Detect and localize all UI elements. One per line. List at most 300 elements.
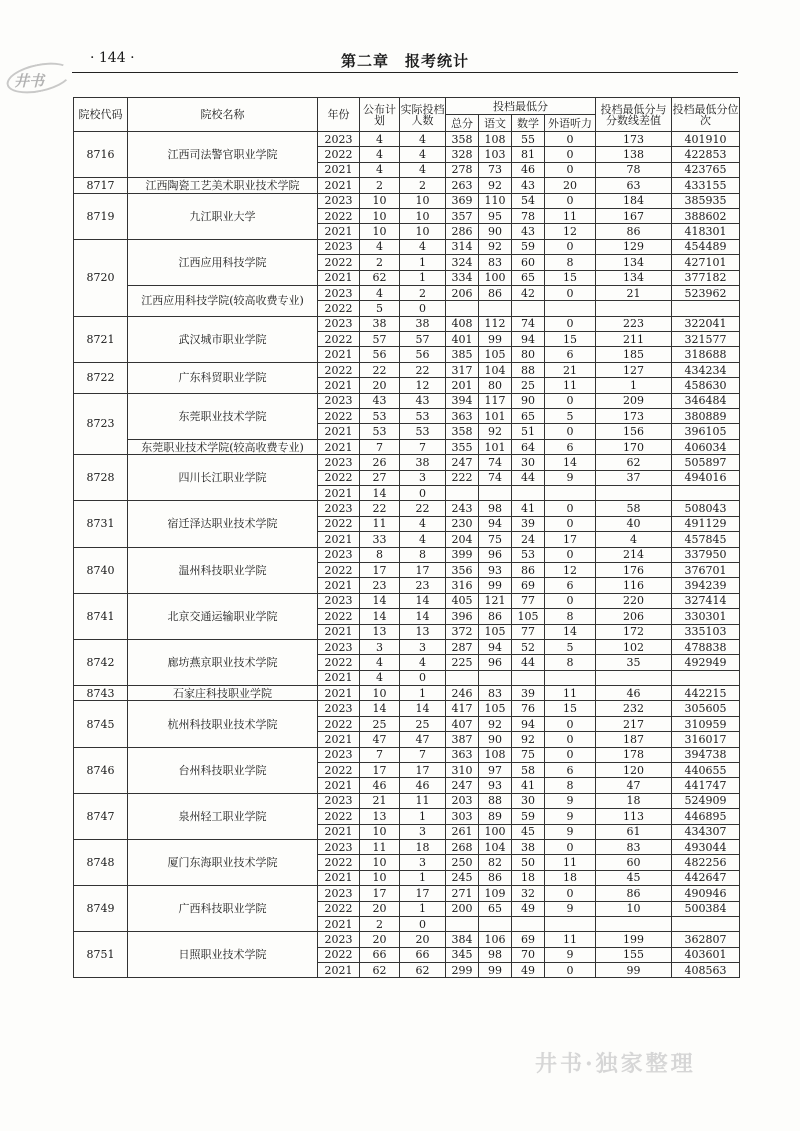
cell-foreign-score: 8	[545, 255, 596, 270]
cell-math-score: 55	[512, 132, 545, 147]
school-name: 江西司法警官职业学院	[128, 132, 318, 178]
cell-actual: 1	[400, 809, 446, 824]
cell-score-diff: 46	[596, 686, 672, 701]
cell-total-score: 278	[446, 162, 479, 177]
cell-year: 2021	[318, 439, 360, 454]
cell-foreign-score: 5	[545, 639, 596, 654]
cell-foreign-score	[545, 670, 596, 685]
cell-score-diff: 134	[596, 255, 672, 270]
cell-score-diff: 37	[596, 470, 672, 485]
cell-total-score: 396	[446, 609, 479, 624]
cell-plan: 62	[360, 963, 400, 978]
header-min-score: 投档最低分	[446, 98, 596, 115]
cell-score-diff: 185	[596, 347, 672, 362]
cell-actual: 23	[400, 578, 446, 593]
cell-year: 2021	[318, 270, 360, 285]
cell-chinese-score	[479, 485, 512, 500]
cell-math-score: 24	[512, 532, 545, 547]
cell-score-diff: 211	[596, 332, 672, 347]
school-name: 日照职业技术学院	[128, 932, 318, 978]
cell-foreign-score: 9	[545, 809, 596, 824]
cell-score-diff: 60	[596, 855, 672, 870]
cell-math-score: 32	[512, 886, 545, 901]
cell-plan: 10	[360, 855, 400, 870]
table-row	[74, 886, 740, 901]
cell-score-diff: 129	[596, 239, 672, 254]
school-code: 8749	[74, 886, 128, 932]
school-code: 8742	[74, 639, 128, 685]
cell-rank	[672, 916, 740, 931]
cell-total-score: 408	[446, 316, 479, 331]
cell-total-score: 263	[446, 178, 479, 193]
cell-math-score: 41	[512, 778, 545, 793]
cell-math-score	[512, 301, 545, 316]
cell-total-score: 363	[446, 747, 479, 762]
cell-actual: 1	[400, 255, 446, 270]
cell-year: 2022	[318, 470, 360, 485]
cell-score-diff: 58	[596, 501, 672, 516]
table-row	[74, 639, 740, 654]
table-row	[74, 439, 740, 454]
cell-chinese-score: 104	[479, 362, 512, 377]
cell-chinese-score: 99	[479, 332, 512, 347]
cell-total-score: 358	[446, 424, 479, 439]
cell-total-score: 271	[446, 886, 479, 901]
cell-year: 2021	[318, 347, 360, 362]
cell-math-score: 86	[512, 562, 545, 577]
cell-actual: 1	[400, 686, 446, 701]
cell-total-score	[446, 916, 479, 931]
cell-year: 2023	[318, 839, 360, 854]
cell-score-diff: 184	[596, 193, 672, 208]
school-code: 8747	[74, 793, 128, 839]
table-row	[74, 932, 740, 947]
header-code: 院校代码	[74, 98, 128, 132]
cell-math-score: 81	[512, 147, 545, 162]
cell-plan: 4	[360, 162, 400, 177]
cell-score-diff: 78	[596, 162, 672, 177]
cell-year: 2021	[318, 916, 360, 931]
cell-math-score: 90	[512, 393, 545, 408]
cell-total-score: 201	[446, 378, 479, 393]
cell-actual: 4	[400, 132, 446, 147]
cell-chinese-score: 121	[479, 593, 512, 608]
cell-total-score: 204	[446, 532, 479, 547]
cell-total-score: 299	[446, 963, 479, 978]
cell-score-diff	[596, 916, 672, 931]
cell-score-diff: 223	[596, 316, 672, 331]
cell-score-diff: 63	[596, 178, 672, 193]
cell-rank: 434234	[672, 362, 740, 377]
brand-logo	[6, 60, 78, 94]
cell-actual: 0	[400, 485, 446, 500]
cell-rank: 418301	[672, 224, 740, 239]
cell-rank: 458630	[672, 378, 740, 393]
school-code: 8746	[74, 747, 128, 793]
cell-plan: 10	[360, 686, 400, 701]
cell-score-diff: 156	[596, 424, 672, 439]
cell-year: 2022	[318, 609, 360, 624]
cell-score-diff: 176	[596, 562, 672, 577]
cell-rank: 380889	[672, 409, 740, 424]
cell-foreign-score: 12	[545, 224, 596, 239]
cell-plan: 53	[360, 409, 400, 424]
cell-plan: 26	[360, 455, 400, 470]
cell-foreign-score: 21	[545, 362, 596, 377]
cell-actual: 4	[400, 655, 446, 670]
cell-actual: 25	[400, 716, 446, 731]
cell-foreign-score: 17	[545, 532, 596, 547]
cell-rank: 408563	[672, 963, 740, 978]
cell-chinese-score: 92	[479, 424, 512, 439]
table-row	[74, 501, 740, 516]
cell-rank: 434307	[672, 824, 740, 839]
header-name: 院校名称	[128, 98, 318, 132]
school-code: 8748	[74, 839, 128, 885]
cell-foreign-score	[545, 916, 596, 931]
cell-chinese-score: 101	[479, 439, 512, 454]
cell-score-diff: 172	[596, 624, 672, 639]
cell-plan: 22	[360, 501, 400, 516]
cell-total-score: 225	[446, 655, 479, 670]
cell-actual: 53	[400, 409, 446, 424]
cell-total-score: 372	[446, 624, 479, 639]
cell-plan: 10	[360, 824, 400, 839]
cell-year: 2021	[318, 162, 360, 177]
cell-year: 2022	[318, 147, 360, 162]
cell-chinese-score: 103	[479, 147, 512, 162]
school-name: 广东科贸职业学院	[128, 362, 318, 393]
cell-rank: 492949	[672, 655, 740, 670]
school-name: 宿迁泽达职业技术学院	[128, 501, 318, 547]
cell-year: 2021	[318, 624, 360, 639]
cell-math-score	[512, 916, 545, 931]
cell-actual: 0	[400, 916, 446, 931]
cell-rank: 377182	[672, 270, 740, 285]
cell-total-score: 247	[446, 778, 479, 793]
school-name: 台州科技职业学院	[128, 747, 318, 793]
cell-total-score: 363	[446, 409, 479, 424]
cell-rank: 433155	[672, 178, 740, 193]
cell-foreign-score: 0	[545, 147, 596, 162]
cell-math-score: 51	[512, 424, 545, 439]
cell-year: 2021	[318, 532, 360, 547]
cell-chinese-score: 105	[479, 347, 512, 362]
cell-actual: 3	[400, 639, 446, 654]
cell-score-diff: 167	[596, 208, 672, 223]
cell-plan: 5	[360, 301, 400, 316]
cell-rank: 490946	[672, 886, 740, 901]
table-row	[74, 547, 740, 562]
cell-rank: 491129	[672, 516, 740, 531]
school-code: 8745	[74, 701, 128, 747]
cell-plan: 17	[360, 886, 400, 901]
cell-plan: 10	[360, 208, 400, 223]
cell-year: 2022	[318, 255, 360, 270]
cell-rank: 376701	[672, 562, 740, 577]
cell-chinese-score: 75	[479, 532, 512, 547]
cell-math-score: 42	[512, 285, 545, 300]
cell-foreign-score: 0	[545, 239, 596, 254]
cell-score-diff: 199	[596, 932, 672, 947]
cell-plan: 8	[360, 547, 400, 562]
cell-actual: 11	[400, 793, 446, 808]
cell-actual: 38	[400, 316, 446, 331]
cell-total-score: 317	[446, 362, 479, 377]
cell-foreign-score: 0	[545, 547, 596, 562]
cell-actual: 0	[400, 301, 446, 316]
cell-year: 2022	[318, 362, 360, 377]
cell-year: 2022	[318, 809, 360, 824]
cell-year: 2022	[318, 562, 360, 577]
cell-actual: 18	[400, 839, 446, 854]
cell-foreign-score: 5	[545, 409, 596, 424]
cell-math-score: 88	[512, 362, 545, 377]
cell-score-diff	[596, 670, 672, 685]
cell-chinese-score: 110	[479, 193, 512, 208]
cell-score-diff: 187	[596, 732, 672, 747]
logo-text: 井书	[14, 72, 45, 90]
cell-rank: 346484	[672, 393, 740, 408]
cell-total-score: 405	[446, 593, 479, 608]
cell-year: 2023	[318, 547, 360, 562]
school-name: 东莞职业技术学院	[128, 393, 318, 439]
cell-year: 2021	[318, 485, 360, 500]
cell-plan: 4	[360, 239, 400, 254]
cell-foreign-score: 0	[545, 747, 596, 762]
cell-foreign-score: 11	[545, 855, 596, 870]
cell-actual: 2	[400, 178, 446, 193]
cell-score-diff: 61	[596, 824, 672, 839]
table-row	[74, 393, 740, 408]
school-name: 东莞职业技术学院(较高收费专业)	[128, 439, 318, 454]
header-total: 总分	[446, 115, 479, 132]
cell-foreign-score: 9	[545, 947, 596, 962]
school-name: 石家庄科技职业学院	[128, 686, 318, 701]
table-row	[74, 593, 740, 608]
cell-total-score: 222	[446, 470, 479, 485]
cell-chinese-score: 86	[479, 870, 512, 885]
cell-total-score: 328	[446, 147, 479, 162]
header-math: 数学	[512, 115, 545, 132]
cell-chinese-score: 105	[479, 624, 512, 639]
cell-year: 2022	[318, 947, 360, 962]
cell-rank: 523962	[672, 285, 740, 300]
cell-actual: 20	[400, 932, 446, 947]
cell-chinese-score: 98	[479, 501, 512, 516]
cell-chinese-score: 109	[479, 886, 512, 901]
cell-year: 2021	[318, 686, 360, 701]
cell-math-score	[512, 670, 545, 685]
cell-math-score	[512, 485, 545, 500]
cell-year: 2021	[318, 870, 360, 885]
page-number: · 144 ·	[90, 50, 135, 66]
cell-rank: 500384	[672, 901, 740, 916]
cell-chinese-score: 93	[479, 778, 512, 793]
cell-score-diff: 232	[596, 701, 672, 716]
cell-foreign-score: 0	[545, 886, 596, 901]
cell-plan: 46	[360, 778, 400, 793]
cell-foreign-score: 15	[545, 332, 596, 347]
cell-year: 2022	[318, 716, 360, 731]
cell-year: 2022	[318, 516, 360, 531]
cell-rank: 482256	[672, 855, 740, 870]
cell-plan: 7	[360, 439, 400, 454]
cell-actual: 1	[400, 901, 446, 916]
cell-total-score: 261	[446, 824, 479, 839]
cell-actual: 10	[400, 208, 446, 223]
cell-year: 2023	[318, 132, 360, 147]
cell-math-score: 70	[512, 947, 545, 962]
table-row	[74, 316, 740, 331]
cell-rank: 394738	[672, 747, 740, 762]
cell-year: 2022	[318, 409, 360, 424]
school-name: 江西应用科技学院	[128, 239, 318, 285]
cell-chinese-score: 82	[479, 855, 512, 870]
cell-total-score: 384	[446, 932, 479, 947]
cell-plan: 56	[360, 347, 400, 362]
cell-score-diff: 173	[596, 132, 672, 147]
cell-score-diff: 99	[596, 963, 672, 978]
cell-total-score	[446, 301, 479, 316]
cell-foreign-score: 11	[545, 686, 596, 701]
cell-year: 2022	[318, 301, 360, 316]
cell-chinese-score: 94	[479, 516, 512, 531]
cell-score-diff: 120	[596, 763, 672, 778]
cell-chinese-score: 74	[479, 455, 512, 470]
cell-score-diff: 45	[596, 870, 672, 885]
school-name: 温州科技职业学院	[128, 547, 318, 593]
cell-actual: 0	[400, 670, 446, 685]
cell-foreign-score	[545, 301, 596, 316]
cell-rank: 330301	[672, 609, 740, 624]
cell-rank: 305605	[672, 701, 740, 716]
cell-chinese-score: 106	[479, 932, 512, 947]
cell-score-diff: 170	[596, 439, 672, 454]
cell-math-score: 44	[512, 655, 545, 670]
header-chinese: 语文	[479, 115, 512, 132]
cell-math-score: 74	[512, 316, 545, 331]
cell-year: 2021	[318, 963, 360, 978]
cell-chinese-score: 90	[479, 732, 512, 747]
cell-total-score: 334	[446, 270, 479, 285]
cell-actual: 43	[400, 393, 446, 408]
table-row	[74, 455, 740, 470]
cell-actual: 17	[400, 763, 446, 778]
cell-chinese-score: 100	[479, 270, 512, 285]
cell-rank: 427101	[672, 255, 740, 270]
cell-chinese-score: 65	[479, 901, 512, 916]
cell-score-diff: 83	[596, 839, 672, 854]
cell-plan: 13	[360, 809, 400, 824]
cell-rank	[672, 301, 740, 316]
table-row	[74, 793, 740, 808]
cell-score-diff: 113	[596, 809, 672, 824]
cell-plan: 10	[360, 193, 400, 208]
cell-total-score: 314	[446, 239, 479, 254]
cell-total-score	[446, 670, 479, 685]
cell-actual: 1	[400, 270, 446, 285]
cell-chinese-score: 96	[479, 655, 512, 670]
cell-total-score: 324	[446, 255, 479, 270]
cell-year: 2023	[318, 501, 360, 516]
cell-total-score: 387	[446, 732, 479, 747]
cell-score-diff	[596, 301, 672, 316]
cell-foreign-score: 0	[545, 316, 596, 331]
table-row	[74, 362, 740, 377]
cell-chinese-score	[479, 916, 512, 931]
school-code: 8723	[74, 393, 128, 455]
cell-year: 2023	[318, 316, 360, 331]
cell-year: 2023	[318, 747, 360, 762]
school-code: 8740	[74, 547, 128, 593]
cell-year: 2022	[318, 763, 360, 778]
cell-plan: 33	[360, 532, 400, 547]
cell-actual: 3	[400, 855, 446, 870]
cell-total-score: 407	[446, 716, 479, 731]
cell-chinese-score: 112	[479, 316, 512, 331]
cell-chinese-score: 104	[479, 839, 512, 854]
cell-actual: 57	[400, 332, 446, 347]
cell-rank: 316017	[672, 732, 740, 747]
cell-math-score: 50	[512, 855, 545, 870]
cell-plan: 3	[360, 639, 400, 654]
cell-actual: 17	[400, 562, 446, 577]
cell-rank: 310959	[672, 716, 740, 731]
cell-year: 2021	[318, 578, 360, 593]
cell-foreign-score: 8	[545, 609, 596, 624]
school-code: 8743	[74, 686, 128, 701]
cell-total-score: 417	[446, 701, 479, 716]
cell-actual: 53	[400, 424, 446, 439]
school-code: 8741	[74, 593, 128, 639]
cell-math-score: 53	[512, 547, 545, 562]
cell-score-diff: 209	[596, 393, 672, 408]
cell-chinese-score: 86	[479, 609, 512, 624]
cell-actual: 17	[400, 886, 446, 901]
cell-plan: 22	[360, 362, 400, 377]
cell-score-diff: 18	[596, 793, 672, 808]
cell-year: 2021	[318, 424, 360, 439]
cell-rank: 406034	[672, 439, 740, 454]
cell-math-score: 92	[512, 732, 545, 747]
table-row	[74, 285, 740, 300]
cell-chinese-score: 80	[479, 378, 512, 393]
cell-actual: 2	[400, 285, 446, 300]
cell-year: 2023	[318, 239, 360, 254]
cell-plan: 14	[360, 701, 400, 716]
cell-plan: 2	[360, 255, 400, 270]
cell-total-score: 358	[446, 132, 479, 147]
cell-rank: 454489	[672, 239, 740, 254]
cell-math-score: 69	[512, 578, 545, 593]
cell-foreign-score: 15	[545, 270, 596, 285]
cell-total-score: 303	[446, 809, 479, 824]
cell-foreign-score: 0	[545, 193, 596, 208]
cell-rank	[672, 485, 740, 500]
cell-chinese-score: 101	[479, 409, 512, 424]
cell-chinese-score: 92	[479, 716, 512, 731]
cell-math-score: 58	[512, 763, 545, 778]
cell-actual: 7	[400, 439, 446, 454]
cell-score-diff: 134	[596, 270, 672, 285]
cell-foreign-score: 0	[545, 732, 596, 747]
cell-math-score: 105	[512, 609, 545, 624]
cell-chinese-score: 100	[479, 824, 512, 839]
cell-rank: 493044	[672, 839, 740, 854]
cell-actual: 56	[400, 347, 446, 362]
cell-plan: 57	[360, 332, 400, 347]
